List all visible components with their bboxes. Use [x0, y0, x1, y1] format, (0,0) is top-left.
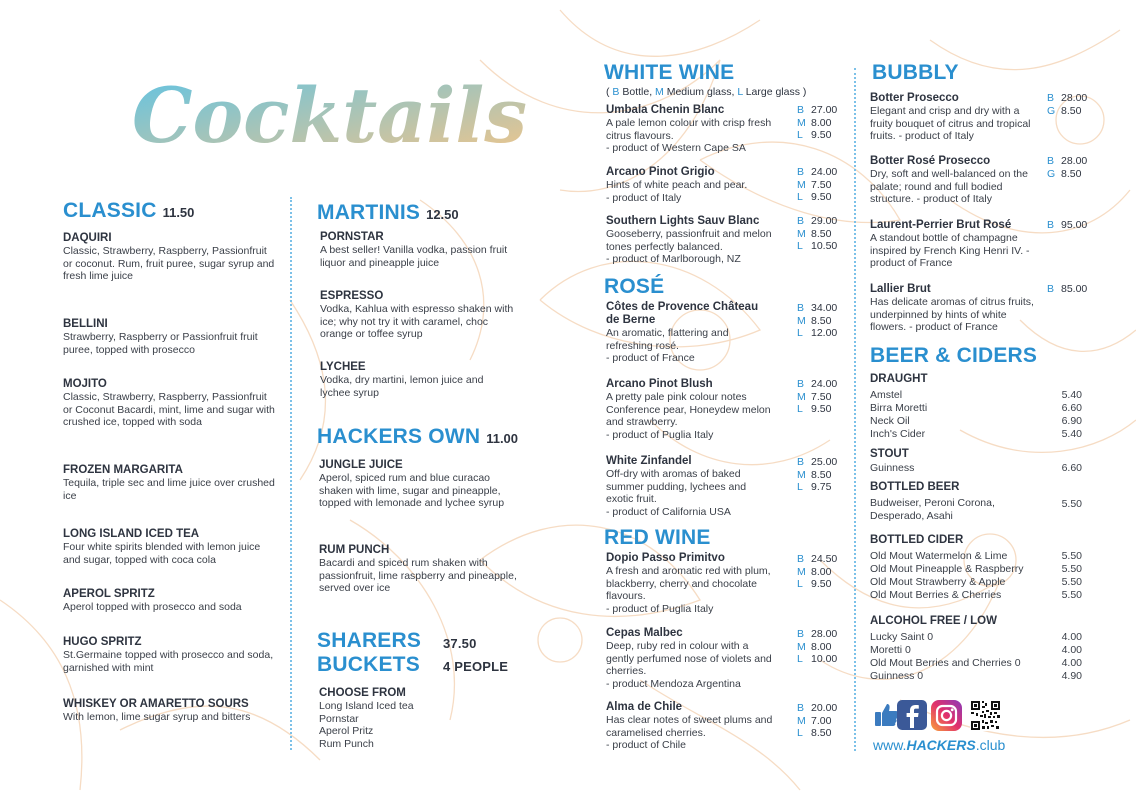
bubbly-prices: [1047, 155, 1087, 180]
draught-title: DRAUGHT: [870, 373, 928, 385]
legend-l-text: Large glass ): [742, 86, 807, 98]
item-name: Arcano Pinot Grigio: [606, 166, 715, 178]
beer-row: [870, 631, 1082, 644]
beer-row: [870, 550, 1082, 563]
classic-title: [63, 199, 194, 223]
item-desc: Elegant and crisp and dry with a fruity bouquet of citrus and tropical fruits. - product of Italy: [870, 105, 1031, 143]
price-code: M: [797, 565, 806, 578]
beer-price: 6.60: [1061, 462, 1082, 474]
item-desc: Off-dry with aromas of baked summer pudding, lychees and exotic fruit.: [606, 468, 747, 506]
price-code: M: [797, 178, 806, 191]
sharers-title-text: SHARERS: [317, 629, 422, 652]
price-code: B: [1047, 92, 1055, 104]
classic-item: [63, 378, 275, 429]
sharers-option: Pornstar: [319, 712, 359, 725]
beer-row: [870, 428, 1082, 441]
item-origin: - product of Italy: [606, 191, 682, 204]
wine-item: [606, 552, 774, 615]
price-code: B: [797, 104, 805, 116]
price-value: 95.00: [1061, 219, 1088, 231]
item-name: Alma de Chile: [606, 701, 683, 713]
item-desc: A fresh and aromatic red with plum, blackberry, cherry and chocolate flavours.: [606, 565, 771, 603]
wine-prices: [797, 302, 837, 340]
wine-prices: [797, 215, 837, 253]
price-value: 28.00: [1061, 92, 1088, 104]
beer-name: Old Mout Strawberry & Apple: [870, 576, 1006, 588]
hackers-own-title-text: HACKERS OWN: [317, 425, 481, 448]
price-value: 20.00: [811, 702, 838, 714]
hackers-item: [319, 544, 519, 595]
beer-name: Guinness: [870, 462, 915, 474]
beer-name: Old Mout Watermelon & Lime: [870, 550, 1008, 562]
bubbly-item: [870, 92, 1040, 143]
hackers-own-price: 11.00: [486, 431, 519, 446]
beer-row: [870, 670, 1082, 683]
sharers-option: Rum Punch: [319, 737, 374, 750]
price-code: M: [797, 714, 806, 727]
divider-1: [290, 197, 292, 750]
sharers-title: [317, 629, 421, 653]
buckets-title-text: BUCKETS: [317, 653, 420, 676]
item-desc: Aperol topped with prosecco and soda: [63, 601, 242, 613]
item-name: DAQUIRI: [63, 232, 112, 244]
beer-name: Old Mout Berries & Cherries: [870, 589, 1002, 601]
price-value: 29.00: [811, 215, 838, 227]
item-name: Laurent-Perrier Brut Rosé: [870, 219, 1012, 231]
beer-row: [870, 389, 1082, 402]
martini-item: [320, 361, 512, 399]
item-desc: St.Germaine topped with prosecco and soda, garnished with mint: [63, 649, 274, 674]
classic-item: [63, 528, 275, 566]
price-value: 28.00: [1061, 155, 1088, 167]
item-name: LONG ISLAND ICED TEA: [63, 528, 200, 540]
beer-row: [870, 415, 1082, 428]
price-value: 8.50: [811, 468, 832, 481]
legend-l: L: [737, 86, 743, 98]
beer-price: 5.50: [1061, 550, 1082, 562]
sharers-options: [319, 687, 519, 750]
martinis-title: [317, 201, 459, 225]
thumbs-up-icon[interactable]: [873, 700, 899, 730]
classic-price: 11.50: [162, 205, 195, 220]
wine-prices: [797, 456, 837, 494]
price-value: 8.50: [811, 314, 832, 327]
item-desc: Tequila, triple sec and lime juice over crushed ice: [63, 477, 275, 502]
bubbly-title: BUBBLY: [872, 61, 959, 84]
item-origin: - product of Chile: [606, 739, 686, 752]
hackers-own-title: [317, 425, 518, 449]
web-prefix: www.: [873, 737, 907, 753]
price-code: M: [797, 116, 806, 129]
price-value: 8.00: [811, 116, 832, 129]
item-desc: Classic, Strawberry, Raspberry, Passionfruit or Coconut Bacardi, mint, lime and sugar with crushed ice, topped with soda: [63, 391, 275, 429]
item-desc: Four white spirits blended with lemon juice and sugar, topped with coca cola: [63, 541, 261, 566]
item-desc: Bacardi and spiced rum shaken with passionfruit, lime raspberry and pineapple, served over ice: [319, 557, 517, 595]
price-value: 9.50: [811, 578, 832, 591]
martinis-price: 12.50: [426, 207, 459, 222]
item-desc: A pale lemon colour with crisp fresh citrus flavours.: [606, 117, 772, 142]
wine-item: [606, 215, 774, 266]
price-code: G: [1047, 104, 1056, 117]
item-name: Botter Prosecco: [870, 92, 959, 104]
wine-item: [606, 701, 774, 752]
bubbly-item: [870, 155, 1040, 206]
instagram-icon[interactable]: [931, 700, 962, 731]
beer-name: Guinness 0: [870, 670, 924, 682]
item-desc: Hints of white peach and pear.: [606, 179, 748, 191]
cocktails-heading-text: Cocktails: [132, 71, 527, 160]
item-name: Dopio Passo Primitvo: [606, 552, 725, 564]
beer-name: Old Mout Berries and Cherries 0: [870, 657, 1021, 669]
price-value: 24.00: [811, 166, 838, 178]
item-name: FROZEN MARGARITA: [63, 464, 183, 476]
web-suffix: .club: [975, 737, 1006, 753]
martini-item: [320, 231, 512, 269]
price-value: 8.50: [1061, 167, 1082, 180]
wine-item: [606, 627, 774, 690]
price-value: 7.50: [811, 390, 832, 403]
beer-price: 6.90: [1061, 415, 1082, 427]
beer-name: Birra Moretti: [870, 402, 928, 414]
website-link[interactable]: [873, 737, 1005, 753]
beer-name: Lucky Saint 0: [870, 631, 934, 643]
classic-item: [63, 636, 275, 674]
price-code: B: [797, 456, 805, 468]
classic-item: [63, 698, 283, 724]
price-value: 12.00: [811, 327, 838, 340]
item-name: White Zinfandel: [606, 455, 692, 467]
legend-b-text: Bottle,: [619, 86, 656, 98]
facebook-icon[interactable]: [897, 700, 927, 730]
price-value: 8.50: [1061, 104, 1082, 117]
price-value: 28.00: [811, 628, 838, 640]
item-desc: Aperol, spiced rum and blue curacao shaken with lime, sugar and pineapple, topped with lemonade and lychee syrup: [319, 472, 505, 510]
classic-item: [63, 232, 275, 283]
price-value: 7.50: [811, 178, 832, 191]
item-name: JUNGLE JUICE: [319, 459, 403, 471]
cocktails-heading: [122, 30, 527, 190]
price-code: L: [797, 578, 803, 591]
item-desc: Vodka, dry martini, lemon juice and lychee syrup: [320, 374, 484, 399]
item-name: Umbala Chenin Blanc: [606, 104, 725, 116]
wine-prices: [797, 702, 837, 740]
wine-item: [606, 378, 774, 441]
item-name: RUM PUNCH: [319, 544, 390, 556]
size-legend: [606, 86, 806, 98]
beer-row: [870, 644, 1082, 657]
price-code: L: [797, 727, 803, 740]
bubbly-prices: [1047, 283, 1087, 296]
wine-item: [606, 301, 774, 365]
hackers-item: [319, 459, 525, 510]
white-wine-title: WHITE WINE: [604, 61, 735, 84]
item-desc: Has delicate aromas of citrus fruits, underpinned by hints of white flowers. - product of France: [870, 296, 1034, 334]
martinis-title-text: MARTINIS: [317, 201, 421, 224]
buckets-people: 4 PEOPLE: [443, 659, 509, 674]
price-value: 85.00: [1061, 283, 1088, 295]
price-code: B: [797, 302, 805, 314]
item-name: LYCHEE: [320, 361, 366, 373]
price-code: B: [797, 553, 805, 565]
price-code: B: [1047, 155, 1055, 167]
price-value: 7.00: [811, 714, 832, 727]
choose-from-label: CHOOSE FROM: [319, 687, 406, 699]
qr-code-icon[interactable]: [970, 700, 1001, 731]
price-code: M: [797, 314, 806, 327]
item-name: Cepas Malbec: [606, 627, 683, 639]
beer-title: BEER & CIDERS: [870, 344, 1038, 367]
alcohol-free-title: ALCOHOL FREE / LOW: [870, 615, 997, 627]
wine-item: [606, 166, 774, 204]
beer-price: 5.50: [1061, 589, 1082, 601]
item-desc: Deep, ruby red in colour with a gently perfumed nose of violets and cherries.: [606, 640, 772, 678]
legend-open: (: [606, 86, 613, 98]
price-value: 9.75: [811, 481, 832, 494]
classic-item: [63, 318, 275, 356]
price-code: G: [1047, 167, 1056, 180]
item-desc: A pretty pale pink colour notes Conference pear, Honeydew melon and strawberry.: [606, 391, 771, 429]
price-value: 24.50: [811, 553, 838, 565]
item-desc: Classic, Strawberry, Raspberry, Passionfruit or coconut. Rum, fruit puree, sugar syrup and fresh lime juice: [63, 245, 275, 283]
item-desc: An aromatic, flattering and refreshing rosé.: [606, 327, 729, 352]
price-value: 8.50: [811, 227, 832, 240]
item-name: Lallier Brut: [870, 283, 931, 295]
item-name: ESPRESSO: [320, 290, 384, 302]
item-desc: Dry, soft and well-balanced on the palate; round and full bodied structure. - product of Italy: [870, 168, 1028, 206]
price-code: L: [797, 240, 803, 253]
item-origin: - product of Marlborough, NZ: [606, 253, 741, 266]
item-desc: With lemon, lime sugar syrup and bitters: [63, 711, 251, 723]
item-name: APEROL SPRITZ: [63, 588, 155, 600]
price-code: M: [797, 640, 806, 653]
price-code: L: [797, 653, 803, 666]
item-name: MOJITO: [63, 378, 107, 390]
price-value: 34.00: [811, 302, 838, 314]
item-desc: Gooseberry, passionfruit and melon tones perfectly balanced.: [606, 228, 772, 253]
item-origin: - product of Western Cape SA: [606, 142, 746, 155]
divider-2: [854, 68, 856, 751]
beer-row: [870, 462, 1082, 475]
item-desc: A best seller! Vanilla vodka, passion fruit liquor and pineapple juice: [320, 244, 508, 269]
beer-name: Neck Oil: [870, 415, 910, 427]
price-value: 24.00: [811, 378, 838, 390]
price-value: 8.00: [811, 640, 832, 653]
sharers-price: 37.50: [443, 636, 477, 651]
wine-prices: [797, 104, 837, 142]
price-code: L: [797, 129, 803, 142]
sharers-option: Long Island Iced tea: [319, 700, 414, 712]
beer-price: 4.90: [1061, 670, 1082, 682]
item-desc: Vodka, Kahlua with espresso shaken with ice; why not try it with caramel, choc orange or toffee syrup: [320, 303, 514, 341]
legend-m-text: Medium glass,: [663, 86, 738, 98]
beer-row: [870, 576, 1082, 589]
wine-prices: [797, 166, 837, 204]
wine-item: [606, 104, 774, 155]
buckets-title: [317, 653, 420, 677]
beer-name: Inch's Cider: [870, 428, 926, 440]
wine-prices: [797, 553, 837, 591]
price-value: 9.50: [811, 403, 832, 416]
price-code: B: [1047, 283, 1055, 295]
price-value: 9.50: [811, 191, 832, 204]
price-code: B: [797, 378, 805, 390]
item-name: Southern Lights Sauv Blanc: [606, 215, 760, 227]
legend-m: M: [655, 86, 664, 98]
item-origin: - product of Puglia Italy: [606, 428, 714, 441]
beer-price: 4.00: [1061, 631, 1082, 643]
classic-item: [63, 588, 275, 614]
beer-price: 5.40: [1061, 389, 1082, 401]
price-value: 9.50: [811, 129, 832, 142]
beer-row: [870, 589, 1082, 602]
price-value: 10.50: [811, 240, 838, 253]
beer-price: 5.50: [1061, 576, 1082, 588]
item-desc: A standout bottle of champagne inspired by French King Henri IV. - product of France: [870, 232, 1030, 270]
beer-price: 5.50: [1061, 563, 1082, 575]
price-value: 8.00: [811, 565, 832, 578]
red-wine-title: RED WINE: [604, 526, 711, 549]
item-desc: Has clear notes of sweet plums and caramelised cherries.: [606, 714, 773, 739]
sharers-option: Aperol Pritz: [319, 725, 374, 738]
beer-row: [870, 657, 1082, 670]
price-value: 8.50: [811, 727, 832, 740]
item-name: PORNSTAR: [320, 231, 384, 243]
bubbly-item: [870, 283, 1040, 334]
price-code: B: [797, 628, 805, 640]
price-value: 10.00: [811, 653, 838, 666]
item-name: WHISKEY OR AMARETTO SOURS: [63, 698, 249, 710]
bottled-beer-title: BOTTLED BEER: [870, 481, 960, 493]
beer-price: 4.00: [1061, 644, 1082, 656]
item-name: Arcano Pinot Blush: [606, 378, 713, 390]
price-code: M: [797, 468, 806, 481]
beer-name: Budweiser, Peroni Corona, Desperado, Asahi: [870, 497, 995, 522]
price-code: B: [797, 215, 805, 227]
legend-b: B: [612, 86, 620, 98]
beer-price: 5.50: [1061, 498, 1082, 510]
bubbly-prices: [1047, 92, 1087, 117]
bubbly-item: [870, 219, 1040, 270]
wine-item: [606, 455, 774, 518]
beer-row: [870, 497, 1082, 522]
beer-price: 4.00: [1061, 657, 1082, 669]
beer-name: Amstel: [870, 389, 903, 401]
price-code: M: [797, 227, 806, 240]
item-origin: - product of France: [606, 352, 695, 365]
bubbly-prices: [1047, 219, 1087, 232]
item-origin: - product Mendoza Argentina: [606, 677, 741, 690]
price-code: M: [797, 390, 806, 403]
price-code: L: [797, 327, 803, 340]
price-code: L: [797, 191, 803, 204]
price-code: L: [797, 403, 803, 416]
stout-title: STOUT: [870, 448, 909, 460]
item-origin: - product of Puglia Italy: [606, 602, 714, 615]
martini-item: [320, 290, 520, 341]
bottled-cider-title: BOTTLED CIDER: [870, 534, 964, 546]
item-name: Botter Rosé Prosecco: [870, 155, 991, 167]
beer-row: [870, 402, 1082, 415]
web-brand: HACKERS: [906, 737, 976, 753]
beer-price: 5.40: [1061, 428, 1082, 440]
wine-prices: [797, 378, 837, 416]
beer-name: Moretti 0: [870, 644, 911, 656]
item-name: HUGO SPRITZ: [63, 636, 142, 648]
beer-price: 6.60: [1061, 402, 1082, 414]
rose-title: ROSÉ: [604, 275, 665, 298]
wine-prices: [797, 628, 837, 666]
price-value: 27.00: [811, 104, 838, 116]
classic-item: [63, 464, 275, 502]
beer-name: Old Mout Pineapple & Raspberry: [870, 563, 1024, 575]
price-code: B: [797, 166, 805, 178]
price-code: B: [1047, 219, 1055, 231]
price-code: B: [797, 702, 805, 714]
classic-title-text: CLASSIC: [63, 199, 157, 222]
price-value: 25.00: [811, 456, 838, 468]
item-origin: - product of California USA: [606, 505, 731, 518]
item-name: BELLINI: [63, 318, 108, 330]
beer-row: [870, 563, 1082, 576]
price-code: L: [797, 481, 803, 494]
item-name: Côtes de Provence Château de Berne: [606, 301, 759, 326]
item-desc: Strawberry, Raspberry or Passionfruit fruit puree, topped with prosecco: [63, 331, 258, 356]
